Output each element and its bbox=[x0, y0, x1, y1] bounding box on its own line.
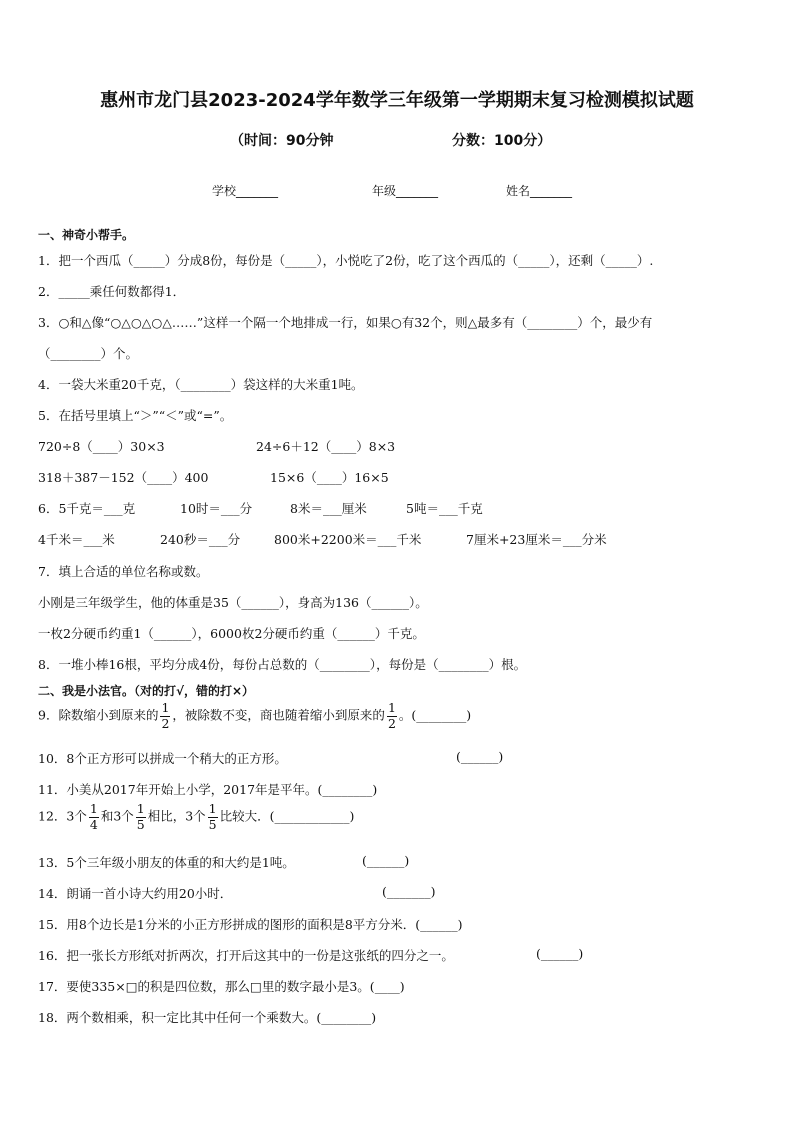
question-7a: 小刚是三年级学生，他的体重是35（______），身高为136（______）。 bbox=[38, 595, 428, 610]
q13-answer-blank: (______) bbox=[362, 853, 410, 868]
page-title: 惠州市龙门县2023-2024学年数学三年级第一学期期末复习检测模拟试题 bbox=[100, 90, 694, 111]
q6-item-1: 6．5千克＝___克 bbox=[38, 501, 136, 516]
question-3: 3．○和△像“○△○△○△……”这样一个隔一个地排成一行，如果○有32个，则△最多有（________）个，最少有 bbox=[38, 315, 653, 330]
question-11: 11．小美从2017年开始上小学，2017年是平年。(________) bbox=[38, 782, 378, 797]
q5-item-2: 24÷6＋12（____）8×3 bbox=[256, 439, 396, 454]
question-8: 8．一堆小棒16根，平均分成4份，每份占总数的（________），每份是（________）根。 bbox=[38, 657, 527, 672]
exam-score: 分数：100分） bbox=[452, 133, 552, 149]
fraction: $\frac{1}{5}$ bbox=[208, 801, 217, 832]
question-16: 16．把一张长方形纸对折两次，打开后这其中的一份是这张纸的四分之一。 bbox=[38, 948, 454, 963]
question-3-cont: （________）个。 bbox=[38, 346, 139, 361]
q5-item-3: 318＋387－152（____）400 bbox=[38, 470, 209, 485]
q16-answer-blank: (______) bbox=[536, 946, 584, 961]
q6-item-2: 10时＝___分 bbox=[180, 501, 253, 516]
question-12 bbox=[38, 803, 354, 831]
question-9 bbox=[38, 702, 471, 730]
question-17: 17．要使335×□的积是四位数，那么□里的数字最小是3。(____) bbox=[38, 979, 405, 994]
q6-item-5: 4千米＝___米 bbox=[38, 532, 115, 547]
q6-item-8: 7厘米+23厘米＝___分米 bbox=[466, 532, 607, 547]
q6-item-4: 5吨＝___千克 bbox=[406, 501, 483, 516]
q9-text-b: ，被除数不变，商也随着缩小到原来的 bbox=[172, 707, 385, 723]
q6-item-6: 240秒＝___分 bbox=[160, 532, 241, 547]
question-5: 5．在括号里填上“＞”“＜”或“=”。 bbox=[38, 408, 233, 423]
q14-answer-blank: (_______) bbox=[382, 884, 436, 899]
q9-text-c: 。(________) bbox=[398, 707, 472, 723]
school-field: 学校_______ bbox=[212, 184, 279, 198]
section-2-heading: 二、我是小法官。（对的打√，错的打×） bbox=[38, 684, 255, 698]
grade-field: 年级_______ bbox=[372, 184, 439, 198]
exam-time: （时间：90分钟 bbox=[230, 133, 334, 149]
q12-text-c: 相比，3个 bbox=[147, 808, 206, 824]
q12-text-b: 和3个 bbox=[100, 808, 134, 824]
question-15: 15．用8个边长是1分米的小正方形拼成的图形的面积是8平方分米．(______) bbox=[38, 917, 463, 932]
q6-item-3: 8米＝___厘米 bbox=[290, 501, 367, 516]
q12-text-d: 比较大．(____________) bbox=[219, 808, 355, 824]
q5-item-4: 15×6（____）16×5 bbox=[270, 470, 389, 485]
q12-text-a: 12．3个 bbox=[38, 808, 87, 824]
fraction: $\frac{1}{2}$ bbox=[387, 700, 396, 731]
question-14: 14．朗诵一首小诗大约用20小时． bbox=[38, 886, 233, 901]
q10-answer-blank: (______) bbox=[456, 749, 504, 764]
section-1-heading: 一、神奇小帮手。 bbox=[38, 228, 135, 242]
name-field: 姓名_______ bbox=[506, 184, 573, 198]
question-1: 1．把一个西瓜（_____）分成8份，每份是（_____），小悦吃了2份，吃了这个西瓜的（_____），还剩（_____）. bbox=[38, 253, 654, 268]
q5-item-1: 720÷8（____）30×3 bbox=[38, 439, 165, 454]
question-18: 18．两个数相乘，积一定比其中任何一个乘数大。(________) bbox=[38, 1010, 377, 1025]
question-13: 13．5个三年级小朋友的体重的和大约是1吨。 bbox=[38, 855, 295, 870]
question-7b: 一枚2分硬币约重1（______），6000枚2分硬币约重（______）千克。 bbox=[38, 626, 425, 641]
fraction: $\frac{1}{5}$ bbox=[136, 801, 145, 832]
fraction: $\frac{1}{4}$ bbox=[89, 801, 98, 832]
question-7: 7．填上合适的单位名称或数。 bbox=[38, 564, 209, 579]
question-2: 2．_____乘任何数都得1． bbox=[38, 284, 186, 299]
question-10: 10．8个正方形可以拼成一个稍大的正方形。 bbox=[38, 751, 287, 766]
question-4: 4．一袋大米重20千克，（________）袋这样的大米重1吨。 bbox=[38, 377, 364, 392]
fraction: $\frac{1}{2}$ bbox=[161, 700, 170, 731]
q9-text-a: 9．除数缩小到原来的 bbox=[38, 707, 159, 723]
q6-item-7: 800米+2200米＝___千米 bbox=[274, 532, 422, 547]
